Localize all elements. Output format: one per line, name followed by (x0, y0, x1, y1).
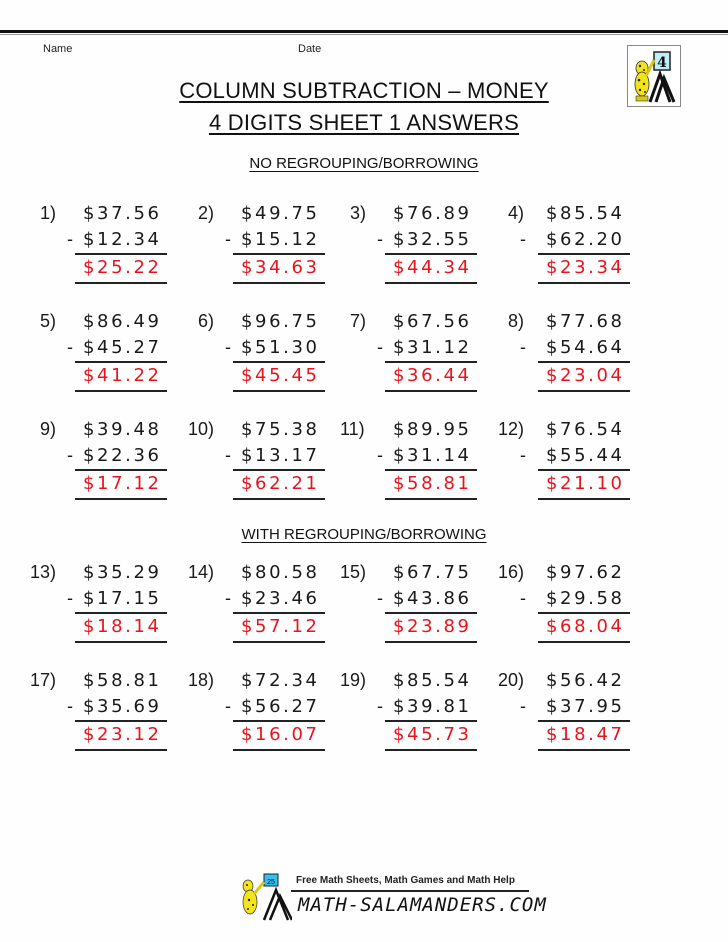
answer: $18.47 (546, 724, 625, 745)
minus-sign: - (67, 229, 73, 249)
minus-sign: - (225, 229, 231, 249)
minuend: $39.48 (83, 419, 162, 440)
footer-tagline: Free Math Sheets, Math Games and Math Help (296, 875, 515, 886)
answer-underline (233, 749, 325, 751)
problem-4 (498, 203, 658, 293)
minuend: $76.89 (393, 203, 472, 224)
subtrahend: $51.30 (241, 337, 320, 358)
problem-3 (340, 203, 500, 293)
svg-text:25: 25 (267, 879, 275, 886)
problem-8 (498, 311, 658, 401)
answer-rule (75, 612, 167, 614)
section-heading-no-regrouping: NO REGROUPING/BORROWING (249, 155, 479, 172)
problem-number: 11) (340, 419, 365, 439)
answer: $25.22 (83, 257, 162, 278)
problem-number: 16) (498, 562, 525, 582)
minuend: $96.75 (241, 311, 320, 332)
subtrahend: $31.14 (393, 445, 472, 466)
minus-sign: - (520, 588, 526, 608)
subtrahend: $35.69 (83, 696, 162, 717)
problem-16 (498, 562, 658, 652)
problem-number: 1) (40, 203, 57, 223)
minuend: $77.68 (546, 311, 625, 332)
problem-10 (188, 419, 348, 509)
problem-15 (340, 562, 500, 652)
answer: $44.34 (393, 257, 472, 278)
minus-sign: - (67, 588, 73, 608)
minuend: $67.75 (393, 562, 472, 583)
answer: $23.34 (546, 257, 625, 278)
answer-rule (233, 612, 325, 614)
answer-rule (385, 469, 477, 471)
subtrahend: $12.34 (83, 229, 162, 250)
answer: $58.81 (393, 473, 472, 494)
answer: $34.63 (241, 257, 320, 278)
title-line-1: COLUMN SUBTRACTION – MONEY (179, 78, 549, 103)
minus-sign: - (67, 445, 73, 465)
subtrahend: $39.81 (393, 696, 472, 717)
answer: $41.22 (83, 365, 162, 386)
problem-number: 19) (340, 670, 367, 690)
answer: $57.12 (241, 616, 320, 637)
problem-6 (188, 311, 348, 401)
minuend: $58.81 (83, 670, 162, 691)
answer: $23.04 (546, 365, 625, 386)
answer-rule (233, 720, 325, 722)
answer-rule (233, 361, 325, 363)
subtrahend: $23.46 (241, 588, 320, 609)
answer-rule (385, 612, 477, 614)
problem-18 (188, 670, 348, 760)
minus-sign: - (377, 588, 383, 608)
answer: $68.04 (546, 616, 625, 637)
answer-underline (385, 641, 477, 643)
answer-underline (538, 749, 630, 751)
minuend: $86.49 (83, 311, 162, 332)
subtrahend: $13.17 (241, 445, 320, 466)
problem-17 (30, 670, 190, 760)
minuend: $85.54 (393, 670, 472, 691)
minus-sign: - (67, 696, 73, 716)
problem-7 (340, 311, 500, 401)
answer-underline (75, 498, 167, 500)
answer-underline (233, 282, 325, 284)
problem-14 (188, 562, 348, 652)
minuend: $85.54 (546, 203, 625, 224)
svg-text:4: 4 (657, 55, 667, 71)
answer-rule (75, 469, 167, 471)
answer-underline (75, 749, 167, 751)
problem-number: 4) (508, 203, 525, 223)
subtrahend: $62.20 (546, 229, 625, 250)
minus-sign: - (377, 337, 383, 357)
problem-number: 15) (340, 562, 367, 582)
answer-underline (538, 641, 630, 643)
subtrahend: $32.55 (393, 229, 472, 250)
minus-sign: - (67, 337, 73, 357)
answer-underline (233, 498, 325, 500)
answer-rule (538, 361, 630, 363)
answer-rule (385, 361, 477, 363)
answer-rule (385, 720, 477, 722)
problem-11 (340, 419, 500, 509)
problem-number: 7) (350, 311, 367, 331)
answer: $45.45 (241, 365, 320, 386)
top-rule-thin (0, 34, 728, 35)
subtrahend: $17.15 (83, 588, 162, 609)
date-label: Date (298, 43, 322, 55)
top-rule (0, 30, 728, 33)
answer-rule (538, 469, 630, 471)
minuend: $76.54 (546, 419, 625, 440)
answer: $45.73 (393, 724, 472, 745)
minus-sign: - (377, 229, 383, 249)
answer-rule (75, 361, 167, 363)
minus-sign: - (520, 229, 526, 249)
problem-number: 14) (188, 562, 215, 582)
subtrahend: $22.36 (83, 445, 162, 466)
answer: $62.21 (241, 473, 320, 494)
footer-salamander-icon (236, 872, 292, 922)
minus-sign: - (225, 588, 231, 608)
problem-number: 2) (198, 203, 215, 223)
minuend: $72.34 (241, 670, 320, 691)
problem-5 (30, 311, 190, 401)
answer-rule (538, 612, 630, 614)
title-line-2: 4 DIGITS SHEET 1 ANSWERS (208, 110, 520, 135)
answer-underline (385, 498, 477, 500)
problem-number: 10) (188, 419, 215, 439)
minus-sign: - (225, 696, 231, 716)
minus-sign: - (520, 445, 526, 465)
subtrahend: $29.58 (546, 588, 625, 609)
footer-logo (236, 872, 547, 922)
answer-underline (385, 749, 477, 751)
footer-site-name: MATH-SALAMANDERS.COM (298, 894, 547, 916)
problem-9 (30, 419, 190, 509)
problem-number: 18) (188, 670, 215, 690)
minus-sign: - (225, 445, 231, 465)
minus-sign: - (520, 337, 526, 357)
problem-number: 3) (350, 203, 367, 223)
subtrahend: $15.12 (241, 229, 320, 250)
minuend: $67.56 (393, 311, 472, 332)
answer-underline (385, 390, 477, 392)
answer-underline (233, 641, 325, 643)
answer-underline (385, 282, 477, 284)
subtrahend: $54.64 (546, 337, 625, 358)
problem-20 (498, 670, 658, 760)
problem-2 (188, 203, 348, 293)
answer-underline (75, 390, 167, 392)
minus-sign: - (377, 696, 383, 716)
subtrahend: $45.27 (83, 337, 162, 358)
answer: $16.07 (241, 724, 320, 745)
minus-sign: - (377, 445, 383, 465)
minuend: $89.95 (393, 419, 472, 440)
answer: $17.12 (83, 473, 162, 494)
subtrahend: $43.86 (393, 588, 472, 609)
subtrahend: $31.12 (393, 337, 472, 358)
answer: $18.14 (83, 616, 162, 637)
problem-1 (30, 203, 190, 293)
problem-12 (498, 419, 658, 509)
answer-rule (385, 253, 477, 255)
problem-number: 17) (30, 670, 57, 690)
problem-number: 20) (498, 670, 525, 690)
name-label: Name (43, 43, 73, 55)
answer-underline (75, 641, 167, 643)
answer-underline (75, 282, 167, 284)
subtrahend: $56.27 (241, 696, 320, 717)
answer: $23.89 (393, 616, 472, 637)
minus-sign: - (520, 696, 526, 716)
answer-underline (538, 282, 630, 284)
answer: $36.44 (393, 365, 472, 386)
minus-sign: - (225, 337, 231, 357)
problem-number: 5) (40, 311, 57, 331)
minuend: $80.58 (241, 562, 320, 583)
problem-number: 6) (198, 311, 215, 331)
section-heading-with-regrouping: WITH REGROUPING/BORROWING (241, 526, 487, 543)
answer-underline (538, 390, 630, 392)
problem-number: 12) (498, 419, 525, 439)
answer-rule (538, 720, 630, 722)
answer-rule (233, 469, 325, 471)
answer-rule (538, 253, 630, 255)
answer-underline (538, 498, 630, 500)
answer-underline (233, 390, 325, 392)
answer-rule (233, 253, 325, 255)
problem-19 (340, 670, 500, 760)
minuend: $97.62 (546, 562, 625, 583)
minuend: $49.75 (241, 203, 320, 224)
answer: $23.12 (83, 724, 162, 745)
answer-rule (75, 253, 167, 255)
answer: $21.10 (546, 473, 625, 494)
problem-number: 9) (40, 419, 57, 439)
minuend: $35.29 (83, 562, 162, 583)
problem-number: 8) (508, 311, 525, 331)
problem-13 (30, 562, 190, 652)
footer-rule (291, 890, 529, 892)
minuend: $37.56 (83, 203, 162, 224)
minuend: $56.42 (546, 670, 625, 691)
subtrahend: $55.44 (546, 445, 625, 466)
minuend: $75.38 (241, 419, 320, 440)
subtrahend: $37.95 (546, 696, 625, 717)
answer-rule (75, 720, 167, 722)
problem-number: 13) (30, 562, 57, 582)
